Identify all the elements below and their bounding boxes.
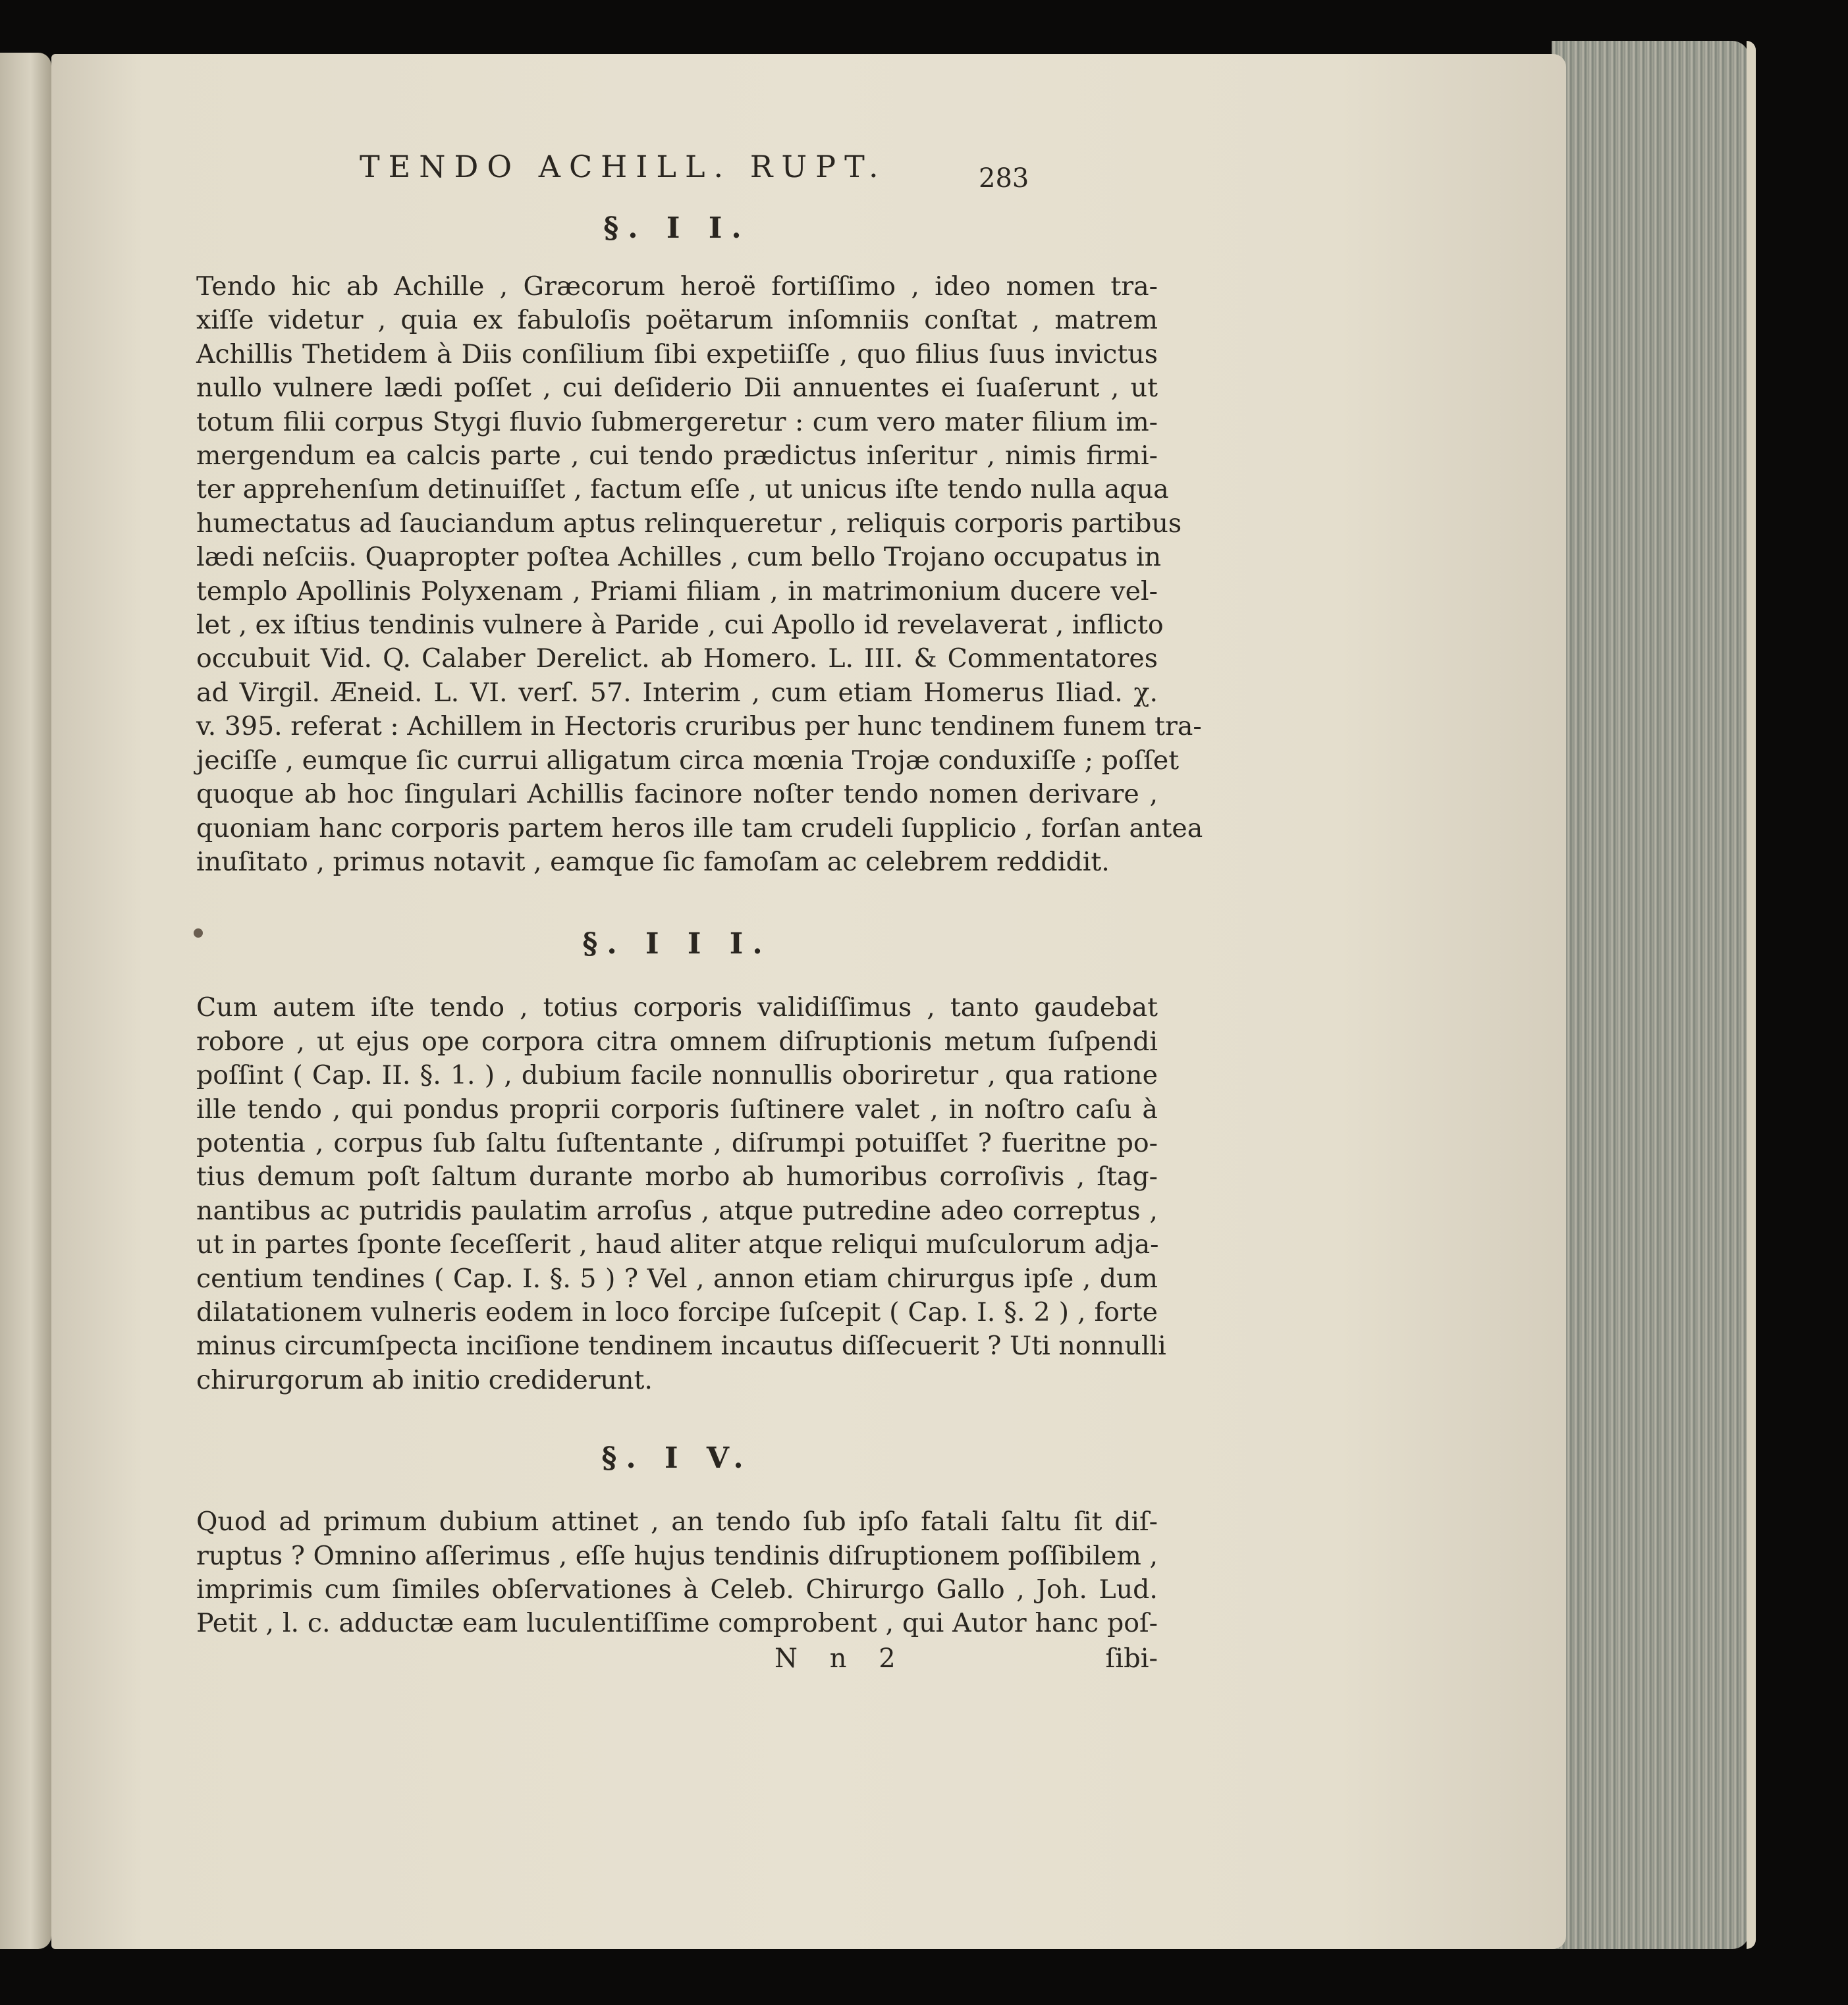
page-footer (196, 1644, 1158, 1683)
text-line: ut in partes ſponte ſeceſſerit , haud aliter atque reliqui muſculorum adja- (196, 1229, 1159, 1260)
section-paragraph (196, 1505, 1158, 1641)
text-line: xiſſe videtur , quia ex fabuloſis poëtarum inſomniis conſtat , matrem (196, 305, 1158, 336)
text-line: Cum autem iſte tendo , totius corporis validiſſimus , tanto gaudebat (196, 992, 1158, 1023)
text-line: minus circumſpecta inciſione tendinem incautus diſſecuerit ? Uti nonnulli (196, 1331, 1166, 1362)
signature-mark: N n 2 (775, 1643, 908, 1674)
text-line: robore , ut ejus ope corpora citra omnem diſruptionis metum ſuſpendi (196, 1026, 1158, 1057)
text-line: nullo vulnere lædi poſſet , cui deſiderio Dii annuentes ei ſuaſerunt , ut (196, 373, 1158, 404)
book-fore-edge (1552, 41, 1749, 1949)
text-line: ruptus ? Omnino aſſerimus , eſſe hujus tendinis diſruptionem poſſibilem , (196, 1540, 1158, 1571)
section-paragraph (196, 270, 1203, 879)
text-line: lædi neſciis. Quapropter poſtea Achilles , cum bello Trojano occupatus in (196, 542, 1162, 573)
text-line: Petit , l. c. adductæ eam luculentiſſime comprobent , qui Autor hanc poſ- (196, 1608, 1158, 1639)
text-line: imprimis cum ſimiles obſervationes à Celeb. Chirurgo Gallo , Joh. Lud. (196, 1574, 1158, 1605)
text-line: let , ex iſtius tendinis vulnere à Paride , cui Apollo id revelaverat , inflicto (196, 610, 1164, 641)
running-head (196, 132, 1158, 204)
text-line: ad Virgil. Æneid. L. VI. verſ. 57. Interim , cum etiam Homerus Iliad. χ. (196, 677, 1158, 708)
text-line: inuſitato , primus notavit , eamque ſic famoſam ac celebrem reddidit. (196, 846, 1110, 877)
text-line: quoque ab hoc ſingulari Achillis facinore noſter tendo nomen derivare , (196, 779, 1158, 810)
text-line: Tendo hic ab Achille , Græcorum heroë fortiſſimo , ideo nomen tra- (196, 271, 1158, 302)
text-line: v. 395. referat : Achillem in Hectoris cruribus per hunc tendinem funem tra- (196, 711, 1202, 742)
running-title: TENDO ACHILL. RUPT. (360, 149, 887, 184)
text-line: ille tendo , qui pondus proprii corporis ſuſtinere valet , in noſtro caſu à (196, 1094, 1158, 1125)
text-line: Achillis Thetidem à Diis conſilium ſibi expetiiſſe , quo filius ſuus invictus (196, 338, 1158, 369)
text-line: mergendum ea calcis parte , cui tendo prædictus inſeritur , nimis firmi- (196, 441, 1158, 471)
text-line: nantibus ac putridis paulatim arroſus , atque putredine adeo correptus , (196, 1195, 1158, 1226)
section-heading: §. I I. (603, 211, 751, 245)
text-line: jeciſſe , eumque ſic currui alligatum circa mœnia Trojæ conduxiſſe ; poſſet (196, 745, 1180, 776)
left-page-edge (0, 53, 51, 1949)
text-line: Quod ad primum dubium attinet , an tendo ſub ipſo fatali ſaltu ſit diſ- (196, 1507, 1158, 1537)
catchword: ſibi- (1105, 1643, 1158, 1674)
text-line: ter apprehenſum detinuiſſet , factum eſſe , ut unicus iſte tendo nulla aqua (196, 474, 1169, 505)
text-line: poſſint ( Cap. II. §. 1. ) , dubium facile nonnullis oboriretur , qua ratione (196, 1060, 1158, 1091)
text-line: occubuit Vid. Q. Calaber Derelict. ab Homero. L. III. & Commentatores (196, 643, 1158, 674)
text-line: templo Apollinis Polyxenam , Priami filiam , in matrimonium ducere vel- (196, 575, 1158, 606)
text-line: centium tendines ( Cap. I. §. 5 ) ? Vel , annon etiam chirurgus ipſe , dum (196, 1263, 1158, 1294)
text-line: totum filii corpus Stygi fluvio ſubmergeretur : cum vero mater filium im- (196, 406, 1158, 437)
text-line: chirurgorum ab initio crediderunt. (196, 1364, 653, 1395)
section-heading: §. I I I. (582, 927, 772, 961)
text-line: dilatationem vulneris eodem in loco forcipe ſuſcepit ( Cap. I. §. 2 ) , forte (196, 1297, 1158, 1327)
page-number: 283 (979, 163, 1029, 194)
section-heading: §. I V. (601, 1441, 753, 1476)
text-line: humectatus ad ſauciandum aptus relinqueretur , reliquis corporis partibus (196, 508, 1182, 539)
text-line: quoniam hanc corporis partem heros ille tam crudeli ſupplicio , forſan antea (196, 813, 1203, 843)
text-block (196, 132, 1203, 1683)
text-line: potentia , corpus ſub ſaltu ſuſtentante , diſrumpi potuiſſet ? fueritne po- (196, 1127, 1158, 1158)
text-line: tius demum poſt ſaltum durante morbo ab humoribus corroſivis , ſtag- (196, 1162, 1158, 1192)
section-paragraph (196, 991, 1166, 1397)
